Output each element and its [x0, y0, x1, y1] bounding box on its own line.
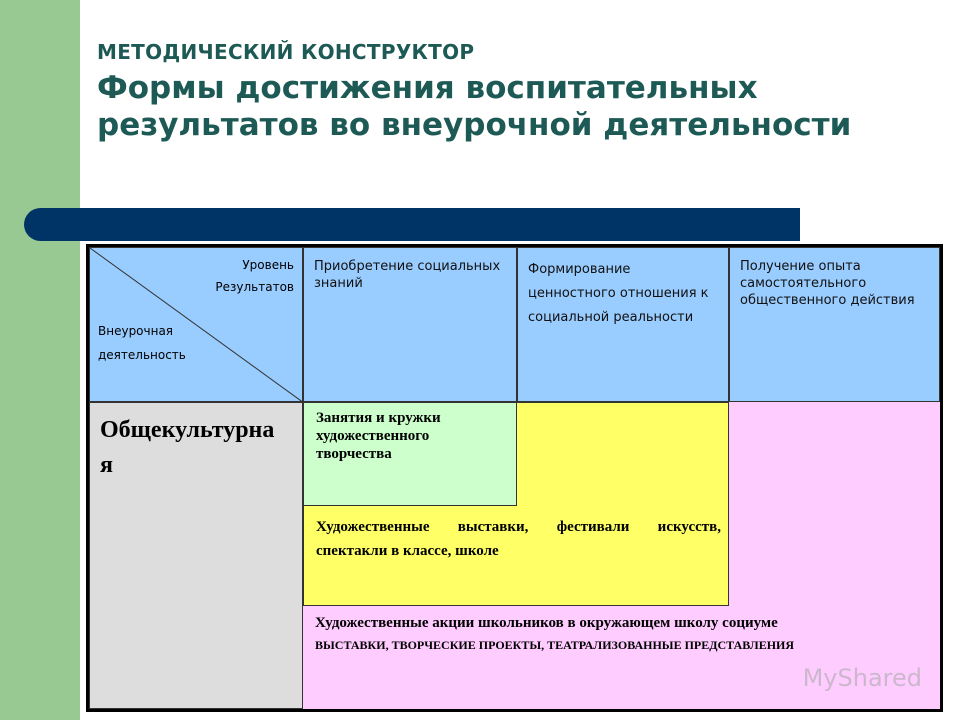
level3-text-2: ВЫСТАВКИ, ТВОРЧЕСКИЕ ПРОЕКТЫ, ТЕАТРАЛИЗОВАННЫЕ ПРЕДСТАВЛЕНИЯ [315, 638, 795, 652]
row-label: Общекультурная [100, 417, 275, 478]
corner-cell [89, 247, 303, 402]
corner-activity-label: Внеурочная [98, 324, 174, 338]
decorative-side-band [0, 0, 80, 720]
level1-cell [303, 402, 517, 506]
slide-title: Формы достижения воспитательных результатов во внеурочной деятельности [97, 70, 852, 143]
corner-results-label: Результатов [215, 280, 294, 294]
level2-text: Художественные выставки, фестивали искусств, спектакли в классе, школе [316, 519, 721, 559]
corner-level-label: Уровень [242, 258, 294, 272]
column-header-3: Получение опыта самостоятельного общественного действия [729, 247, 940, 402]
results-table [86, 244, 943, 712]
row-label-cell [89, 402, 303, 709]
corner-activity-label-2: деятельность [98, 348, 186, 362]
column-header-1: Приобретение социальных знаний [303, 247, 517, 402]
watermark: MyShared [802, 664, 922, 692]
column-header-2: Формирование ценностного отношения к социальной реальности [517, 247, 729, 402]
slide-subtitle: МЕТОДИЧЕСКИЙ КОНСТРУКТОР [97, 40, 475, 64]
level3-text: Художественные акции школьников в окружающем школу социуме [315, 615, 778, 631]
decorative-bar [24, 208, 800, 241]
level1-text: Занятия и кружки художественного творчества [316, 410, 441, 462]
